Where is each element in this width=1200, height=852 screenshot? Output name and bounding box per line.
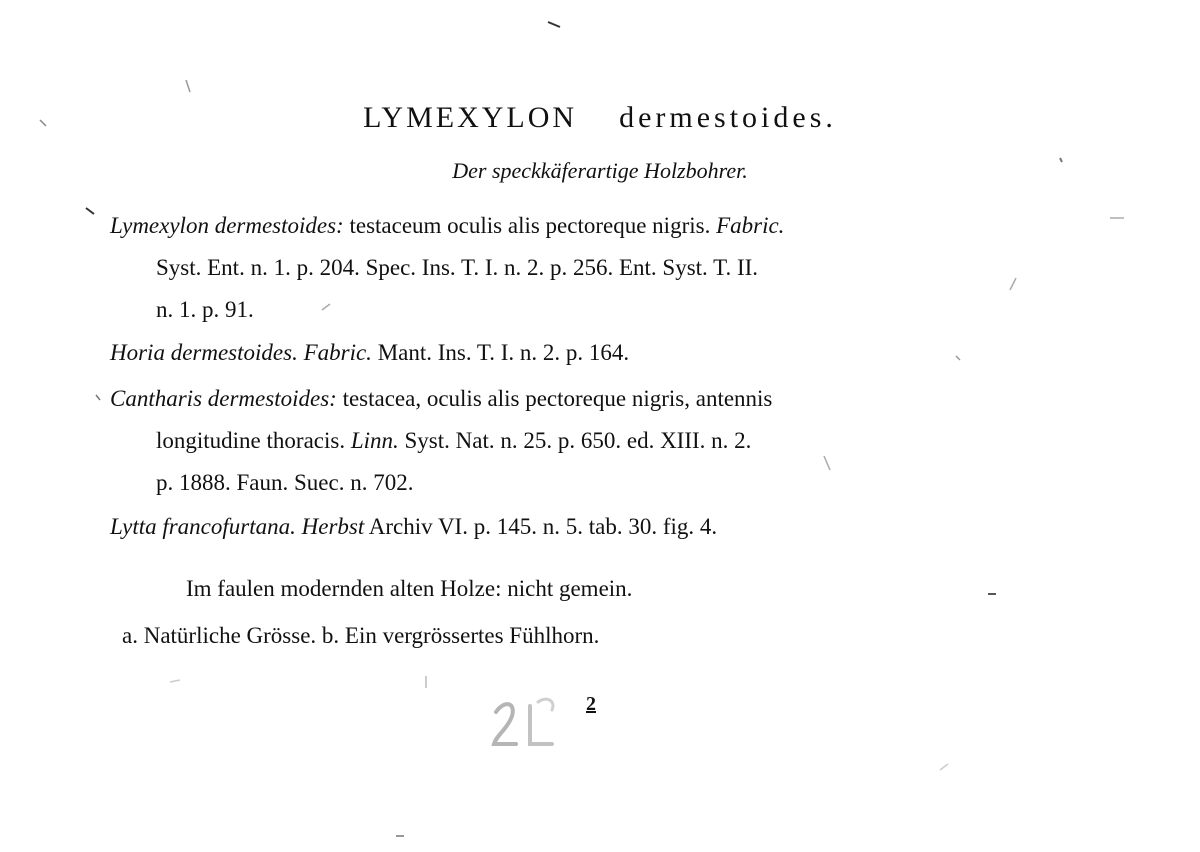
taxon-name: Horia dermestoides. <box>110 340 298 365</box>
entry-text: longitudine thoracis. <box>156 428 346 453</box>
title-genus: LYMEXYLON <box>363 101 578 134</box>
entry-text: Syst. Nat. n. 25. p. 650. ed. XIII. n. 2. <box>404 428 752 453</box>
entry-text: testaceum oculis alis pectoreque nigris. <box>349 213 711 238</box>
author-name: Herbst <box>301 514 365 539</box>
entry-line: Syst. Ent. n. 1. p. 204. Spec. Ins. T. I. n. 2. p. 256. Ent. Syst. T. II. <box>156 255 759 280</box>
entry-text: Mant. Ins. T. I. n. 2. p. 164. <box>377 340 630 365</box>
synonym-entry <box>110 378 1110 504</box>
synonym-entry <box>110 205 1110 331</box>
page-number: 2 <box>586 693 596 715</box>
speck <box>86 208 94 214</box>
page-title <box>0 98 1200 138</box>
entry-line <box>110 205 1110 247</box>
speck <box>96 395 100 400</box>
synonym-entry <box>110 332 1110 374</box>
entry-line <box>110 420 1110 462</box>
speck <box>186 80 190 92</box>
entry-line <box>110 506 1110 548</box>
figure-legend: a. Natürliche Grösse. b. Ein vergrössertes Fühlhorn. <box>122 623 600 648</box>
author-name: Fabric. <box>716 213 785 238</box>
taxon-name: Cantharis dermestoides: <box>110 386 337 411</box>
speck <box>940 764 948 770</box>
entry-line <box>110 332 1110 374</box>
speck <box>548 22 560 27</box>
common-name-subtitle: Der speckkäferartige Holzbohrer. <box>452 158 748 183</box>
taxon-name: Lytta francofurtana. <box>110 514 296 539</box>
entry-text: testacea, oculis alis pectoreque nigris, antennis <box>342 386 773 411</box>
entry-line: p. 1888. Faun. Suec. n. 702. <box>156 470 414 495</box>
author-name: Fabric. <box>303 340 372 365</box>
habitat-note: Im faulen modernden alten Holze: nicht gemein. <box>186 576 633 601</box>
speck <box>170 680 180 682</box>
pencil-annotation <box>486 692 566 752</box>
entry-line: n. 1. p. 91. <box>156 297 254 322</box>
entry-text: Archiv VI. p. 145. n. 5. tab. 30. fig. 4. <box>368 514 718 539</box>
synonym-entry <box>110 506 1110 548</box>
taxon-name: Lymexylon dermestoides: <box>110 213 344 238</box>
title-species: dermestoides. <box>619 101 837 134</box>
entry-line <box>110 378 1110 420</box>
author-name: Linn. <box>350 428 399 453</box>
